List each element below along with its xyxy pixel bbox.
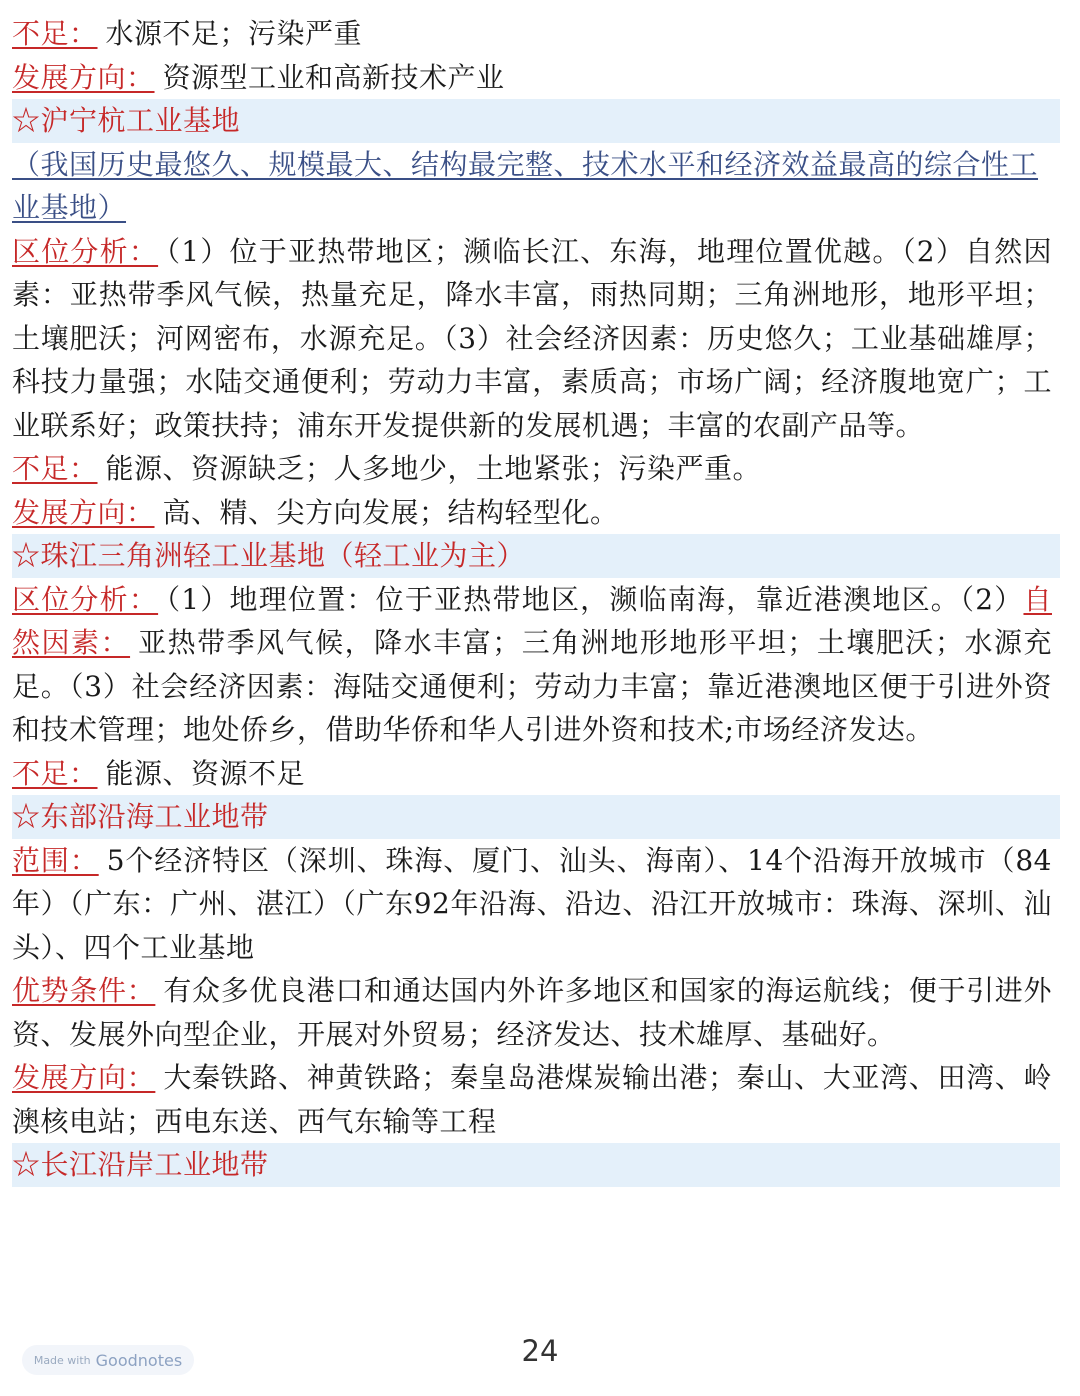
direction-label: 发展方向： — [12, 495, 155, 529]
section-heading-eastern-coast: ☆东部沿海工业地带 — [12, 795, 1060, 839]
shortage-line-3 — [12, 752, 1052, 796]
notes-content — [12, 12, 1052, 1187]
direction-text: 大秦铁路、神黄铁路；秦皇岛港煤炭输出港；秦山、大亚湾、田湾、岭澳核电站；西电东送、西气东输等工程 — [12, 1061, 1052, 1138]
scope-line — [12, 839, 1052, 970]
direction-label: 发展方向： — [12, 60, 155, 94]
section-heading-yangtze: ☆长江沿岸工业地带 — [12, 1143, 1060, 1187]
section-heading-pearl-river: ☆珠江三角洲轻工业基地（轻工业为主） — [12, 534, 1060, 578]
shortage-text: 水源不足；污染严重 — [105, 17, 363, 50]
natural-factors-label: 自然因素： — [12, 582, 1052, 659]
scope-label: 范围： — [12, 843, 99, 877]
location-analysis-pearl-river — [12, 578, 1052, 752]
shortage-line-1 — [12, 12, 1052, 56]
section-heading-huninghang: ☆沪宁杭工业基地 — [12, 99, 1060, 143]
shortage-line-2 — [12, 447, 1052, 491]
direction-line-3 — [12, 1056, 1052, 1143]
direction-text: 资源型工业和高新技术产业 — [162, 60, 505, 94]
page-number: 24 — [521, 1334, 559, 1368]
badge-prefix: Made with — [33, 1353, 91, 1367]
advantages-line — [12, 969, 1052, 1056]
location-analysis-huninghang — [12, 230, 1052, 448]
location-label: 区位分析： — [12, 582, 159, 616]
huninghang-note-text: （我国历史最悠久、规模最大、结构最完整、技术水平和经济效益最高的综合性工业基地） — [12, 147, 1039, 224]
direction-text: 高、精、尖方向发展；结构轻型化。 — [162, 495, 619, 529]
location-text: （1）位于亚热带地区；濒临长江、东海，地理位置优越。（2）自然因素：亚热带季风气候，热量充足，降水丰富，雨热同期；三角洲地形，地形平坦；土壤肥沃；河网密布，水源充足。（3）社会经济因素：历史悠久；工业基础雄厚；科技力量强；水陆交通便利；劳动力丰富，素质高；市场广阔；经济腹地宽广；工业联系好；政策扶持；浦东开发提供新的发展机遇；丰富的农副产品等。 — [12, 234, 1052, 442]
huninghang-note — [12, 143, 1052, 230]
shortage-text: 能源、资源缺乏；人多地少，土地紧张；污染严重。 — [105, 452, 762, 485]
badge-brand: Goodnotes — [95, 1350, 183, 1370]
shortage-label: 不足： — [12, 17, 98, 50]
advantages-label: 优势条件： — [12, 974, 156, 1007]
shortage-label: 不足： — [12, 756, 98, 790]
location-label: 区位分析： — [12, 234, 159, 268]
shortage-label: 不足： — [12, 452, 98, 485]
direction-line-2 — [12, 491, 1052, 535]
direction-label: 发展方向： — [12, 1061, 156, 1094]
direction-line-1 — [12, 56, 1052, 100]
scope-text: 5个经济特区（深圳、珠海、厦门、汕头、海南）、14个沿海开放城市（84年）（广东：广州、湛江）（广东92年沿海、沿边、沿江开放城市：珠海、深圳、汕头）、四个工业基地 — [12, 843, 1052, 964]
goodnotes-badge[interactable] — [22, 1345, 194, 1375]
advantages-text: 有众多优良港口和通达国内外许多地区和国家的海运航线；便于引进外资、发展外向型企业，开展对外贸易；经济发达、技术雄厚、基础好。 — [12, 974, 1052, 1051]
location-text-part1: （1）地理位置：位于亚热带地区，濒临南海，靠近港澳地区。（2） — [166, 582, 1024, 616]
shortage-text: 能源、资源不足 — [105, 756, 306, 790]
location-text-part2: 亚热带季风气候，降水丰富；三角洲地形地形平坦；土壤肥沃；水源充足。（3）社会经济因素：海陆交通便利；劳动力丰富；靠近港澳地区便于引进外资和技术管理；地处侨乡，借助华侨和华人引进外资和技术;市场经济发达。 — [12, 626, 1052, 746]
